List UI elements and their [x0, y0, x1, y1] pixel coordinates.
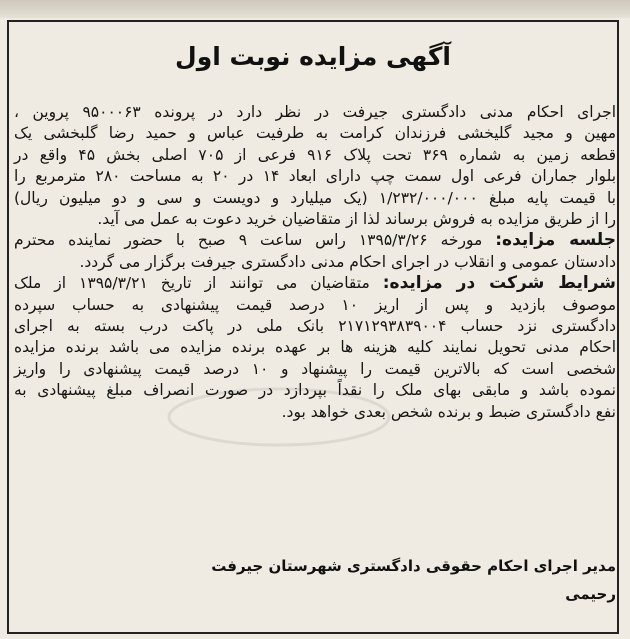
notice-body	[14, 102, 616, 423]
notice-title: آگهی مزایده نوبت اول	[175, 42, 451, 71]
text-line: مهین و مجید گلیخشی فرزندان کرامت به طرفیت عباس و حمید رضا گلبخشی یک	[14, 124, 616, 143]
text-line: بلوار جماران فرعی اول سمت چپ دارای ابعاد ۱۴ در ۲۰ به مساحت ۲۸۰ مترمربع را	[14, 167, 617, 186]
conditions-label: شرایط شرکت در مزایده:	[382, 273, 616, 294]
conditions-text: متقاضیان می توانند از تاریخ ۱۳۹۵/۳/۲۱ از ملک	[14, 274, 370, 293]
text-line	[14, 273, 616, 294]
text-line: را از طریق مزایده به فروش برساند لذا از متقاضیان خرید دعوت به عمل می آید.	[97, 210, 616, 229]
paragraph-main	[14, 102, 616, 230]
text-line: دادستان عمومی و انقلاب در اجرای احکام مدنی دادگستری جیرفت برگزار می گردد.	[79, 252, 616, 271]
signature-name: رحیمی	[565, 585, 616, 603]
text-line: موصوف بازدید و پس از اریز ۱۰ درصد قیمت پیشنهادی به حساب سپرده	[14, 295, 616, 314]
session-text: مورخه ۱۳۹۵/۳/۲۶ راس ساعت ۹ صبح با حضور نماینده محترم	[14, 231, 483, 250]
text-line: اجرای احکام مدنی دادگستری جیرفت در نظر دارد در پرونده ۹۵۰۰۰۶۳ پروین ،	[14, 103, 616, 121]
text-line: شخصی است که بالاترین قیمت را پیشنهاد و ۱۰ درصد قیمت پیشنهادی را واریز	[14, 359, 617, 378]
adjacent-column-bleed	[0, 0, 630, 18]
paragraph-conditions	[14, 273, 616, 423]
paragraph-session	[14, 230, 616, 273]
text-line: احکام مدنی تحویل نمایند کلیه هزینه ها بر عهده برنده مزایده می باشد برنده مزایده	[14, 338, 616, 357]
text-line: نموده باشد و مابقی بهای ملک را نقداً بپردازد در صورت انصراف مبلغ پیشنهادی به	[14, 381, 616, 400]
session-label: جلسه مزایده:	[495, 230, 616, 251]
text-line: قطعه زمین به شماره ۳۶۹ تحت پلاک ۹۱۶ فرعی از ۷۰۵ اصلی بخش ۴۵ واقع در	[14, 145, 616, 164]
signature-title: مدیر اجرای احکام حقوقی دادگستری شهرستان جیرفت	[211, 557, 616, 575]
text-line: با قیمت پایه مبلغ ۱/۲۳۲/۰۰۰/۰۰۰ (یک میلیارد و دویست و سی و دو میلیون ریال)	[14, 188, 616, 207]
text-line	[14, 230, 616, 251]
text-line: دادگستری نزد حساب ۲۱۷۱۲۹۳۸۳۹۰۰۴ بانک ملی در پاکت درب بسته به اجرای	[14, 317, 616, 336]
signature-block	[14, 552, 616, 608]
text-line: نفع دادگستری ضبط و برنده شخص بعدی خواهد بود.	[281, 402, 616, 421]
